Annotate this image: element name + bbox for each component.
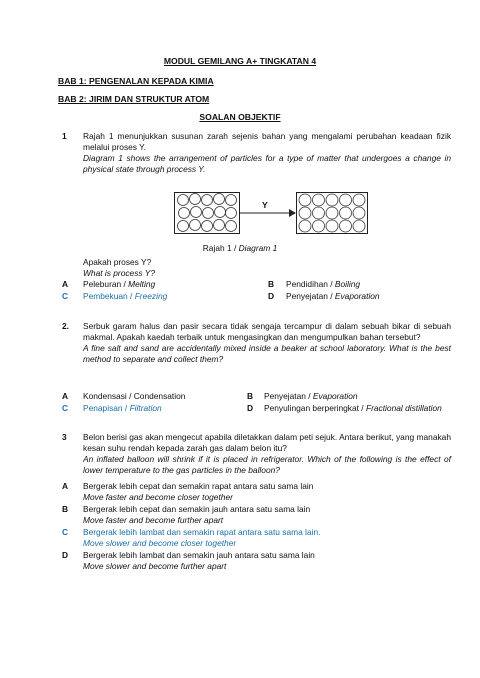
option-letter: B [268, 279, 275, 289]
section-heading: SOALAN OBJEKTIF [199, 112, 281, 122]
q3-option-b[interactable]: Bergerak lebih cepat dan semakin jauh antara satu sama lain Move faster and become further apart [83, 504, 311, 526]
question-3-malay: Belon berisi gas akan mengecut apabila diletakkan dalam peti sejuk. Antara berikut, yang manakah kesan suhu rendah kepada zarah gas dalam belon itu? [83, 432, 451, 454]
process-label: Y [262, 200, 268, 210]
particle [313, 220, 325, 232]
particle [178, 221, 189, 232]
particle [326, 207, 338, 219]
particle [179, 208, 190, 219]
process-arrow-icon [238, 203, 298, 223]
option-letter: D [268, 291, 275, 301]
q1-option-c[interactable]: Pembekuan / Freezing [83, 291, 168, 301]
liquid-particles [297, 193, 367, 233]
q2-option-b[interactable]: Penyejatan / Evaporation [264, 391, 358, 401]
q3-option-d[interactable]: Bergerak lebih lambat dan semakin jauh antara satu sama lain Move slower and become further apart [83, 550, 315, 572]
particle [226, 208, 237, 219]
particle [313, 207, 325, 219]
particle [340, 207, 352, 219]
particle [215, 207, 226, 218]
particle [202, 221, 213, 232]
diagram-solid-box [174, 192, 240, 234]
q1-option-b[interactable]: Pendidihan / Boiling [286, 279, 361, 289]
particle [353, 194, 365, 206]
diagram-caption: Rajah 1 / Diagram 1 [202, 243, 278, 253]
option-letter: D [62, 550, 69, 560]
question-3-text [83, 432, 451, 476]
particle [353, 220, 365, 232]
particle [190, 220, 201, 231]
option-letter: D [247, 403, 254, 413]
particle [299, 207, 311, 219]
particle [191, 207, 202, 218]
q1-option-d[interactable]: Penyejatan / Evaporation [286, 291, 380, 301]
option-letter: C [62, 291, 69, 301]
particle [299, 220, 311, 232]
option-letter: A [62, 391, 69, 401]
particle [178, 195, 189, 206]
q3-option-c[interactable]: Bergerak lebih lambat dan semakin rapat antara satu sama lain. Move slower and become closer together [83, 527, 321, 549]
page-title: MODUL GEMILANG A+ TINGKATAN 4 [163, 56, 317, 66]
particle [340, 194, 352, 206]
particle [214, 194, 225, 205]
question-2-english: A fine salt and sand are accidentally mixed inside a beaker at school laboratory. What is the best method to separate and collect them? [83, 343, 451, 365]
question-1-malay: Rajah 1 menunjukkan susunan zarah sejenis bahan yang mengalami perubahan keadaan fizik melalui proses Y. [83, 131, 451, 153]
particle [299, 194, 311, 206]
q1-option-a[interactable]: Peleburan / Melting [83, 279, 156, 289]
question-1-number: 1 [62, 131, 67, 141]
option-letter: B [247, 391, 254, 401]
option-letter: C [62, 527, 69, 537]
option-letter: B [62, 504, 69, 514]
question-2-text [83, 321, 451, 365]
chapter-1-heading: BAB 1: PENGENALAN KEPADA KIMIA [58, 76, 214, 86]
q2-option-a[interactable]: Kondensasi / Condensation [83, 391, 186, 401]
option-letter: A [62, 279, 69, 289]
particle [226, 195, 237, 206]
particle [190, 194, 201, 205]
question-2-number: 2. [62, 321, 69, 331]
question-3-english: An inflated balloon will shrink if it is placed in refrigerator. Which of the following is the effect of lower temperature to the gas particles in the balloon? [83, 454, 451, 476]
particle [326, 194, 338, 206]
particle [226, 221, 237, 232]
diagram-gas-box [296, 192, 368, 234]
option-letter: A [62, 481, 69, 491]
particle [313, 194, 325, 206]
q2-option-c[interactable]: Penapisan / Filtration [83, 403, 162, 413]
question-1-prompt: Apakah proses Y? What is process Y? [83, 257, 155, 279]
q3-option-a[interactable]: Bergerak lebih cepat dan semakin rapat antara satu sama lain Move faster and become closer together [83, 481, 314, 503]
question-1-english: Diagram 1 shows the arrangement of particles for a type of matter that undergoes a change in physical state through process Y. [83, 153, 451, 175]
solid-particles [175, 193, 239, 233]
question-3-number: 3 [62, 432, 67, 442]
particle [202, 195, 213, 206]
question-1-text [83, 131, 451, 175]
particle [326, 220, 338, 232]
particle [203, 208, 214, 219]
q2-option-d[interactable]: Penyulingan berperingkat / Fractional distillation [264, 403, 442, 413]
chapter-2-heading: BAB 2: JIRIM DAN STRUKTUR ATOM [58, 94, 210, 104]
option-letter: C [62, 403, 69, 413]
particle [340, 220, 352, 232]
particle [353, 207, 365, 219]
question-2-malay: Serbuk garam halus dan pasir secara tidak sengaja tercampur di dalam sebuah bikar di sebuah makmal. Apakah kaedah terbaik untuk mengasingkan dan mengumpulkan bahan tersebut? [83, 321, 451, 343]
particle [214, 220, 225, 231]
